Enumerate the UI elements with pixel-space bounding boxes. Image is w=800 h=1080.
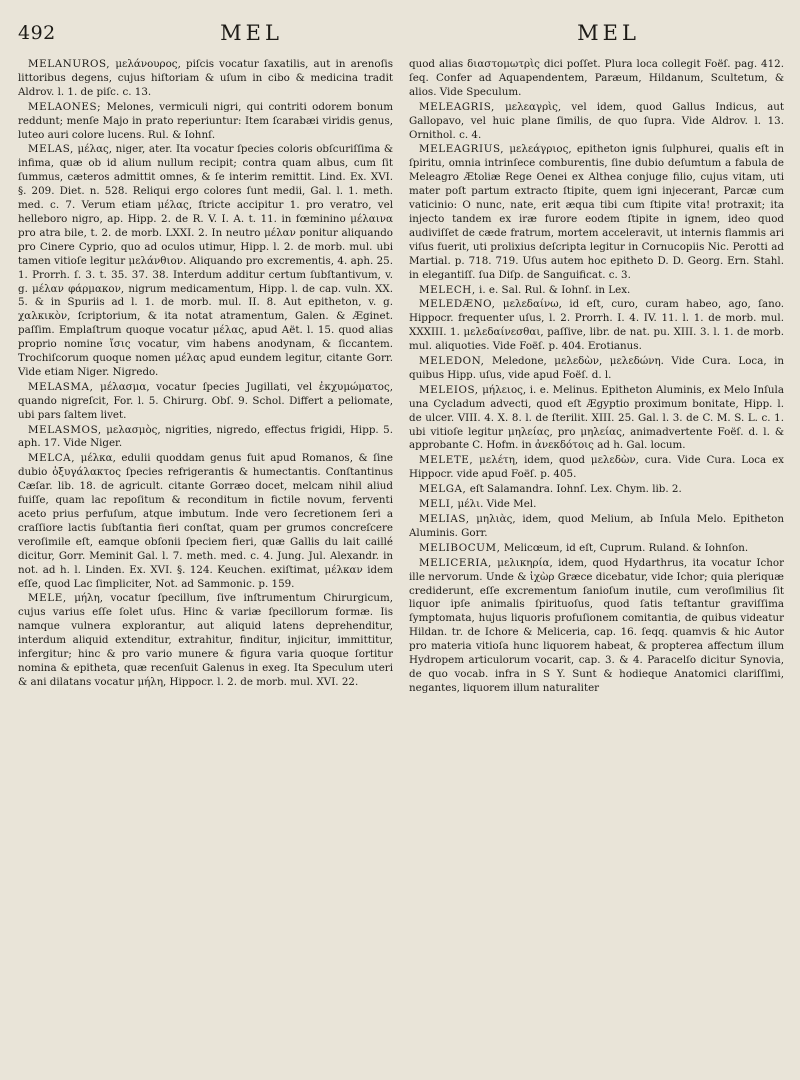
- entry-headword: MELASMOS,: [28, 423, 102, 436]
- dictionary-entry: [409, 284, 784, 298]
- entry-headword: MELAONES;: [28, 100, 102, 113]
- entry-headword: MELAS,: [28, 143, 74, 156]
- entry-text: μελασμὸς, nigrities, nigredo, effectus frigidi, Hipp. 5. aph. 17. Vide Niger.: [18, 423, 393, 450]
- entry-headword: MELEIOS,: [419, 383, 479, 396]
- dictionary-entry: [18, 58, 393, 100]
- dictionary-entry: [409, 542, 784, 556]
- entry-headword: MELIBOCUM,: [419, 541, 501, 554]
- entry-headword: MELE,: [28, 592, 67, 605]
- entry-text: μέλι. Vide Mel.: [457, 498, 537, 511]
- entry-headword: MELEDÆNO,: [419, 298, 496, 311]
- entry-text: quod alias διαστομωτρὶς dici poſſet. Plura loca collegit Foëſ. pag. 412. ſeq. Confer ad Aquapendentem, Paræum, Hildanum, Scultetum, & alios. Vide Speculum.: [409, 58, 784, 98]
- dictionary-entry: [409, 384, 784, 454]
- entry-text: Meledone, μελεδὼν, μελεδώνη. Vide Cura. Loca, in quibus Hipp. uſus, vide apud Foëſ. d. l.: [409, 355, 784, 381]
- dictionary-entry: [409, 298, 784, 354]
- entry-headword: MELCA,: [28, 452, 76, 465]
- left-column: [18, 58, 393, 1066]
- entry-text: Melones, vermiculi nigri, qui contriti odorem bonum reddunt; menſe Majo in prato reperiuntur: Item ſcarabæi viridis genus, luteo auri colore lucens. Rul. & Iohnſ.: [18, 100, 393, 141]
- entry-text: μήλειος, i. e. Melinus. Epitheton Aluminis, ex Melo Inſula una Cycladum advecti, quod eſt Ægyptio proximum bonitate, Hipp. l. de ulcer. VIII. 4. X. 8. l. de ſterilit. XIII. 25. Gal. l. 3. de C. M. S. L. c. 1. ubi vitioſe legitur μηλείας, pro μηλείας, animadvertente Foëſ. d. l. & approbante C. Hofm. in ἀνεκδότοις ad h. Gal. locum.: [409, 383, 784, 452]
- entry-headword: MELEAGRIUS,: [419, 143, 505, 156]
- entry-text: μελεάγριος, epitheton ignis ſulphurei, qualis eſt in ſpiritu, omnia intrinſece comburentis, ſine dubio deſumtum a fabula de Meleagro Ætoliæ Rege Oenei ex Althea conjuge filio, cujus vitam, uti mater poſt partum extracto ſtipite, quem igni injecerant, Parcæ cum vaticinio: O nunc, nate, erit æqua tibi cum ſtipite vita! protraxit; ita injecto tandem ex iræ furore eodem ſtipite in ignem, ideo quod audiviſſet de cæde fratrum, mortem acceleravit, ut internis flammis ari viſus fuerit, uti prolixius deſcripta legitur in Cornucopiis Nic. Perotti ad Martial. p. 718. 719. Uſus autem hoc epitheto D. D. Georg. Ern. Stahl. in elegantiſſ. ſua Diſp. de Sanguificat. c. 3.: [409, 143, 784, 281]
- entry-headword: MELANUROS,: [28, 58, 111, 70]
- entry-headword: MELETE,: [419, 454, 474, 467]
- entry-text: μελεδαίνω, id eſt, curo, curam habeo, ago, ſano. Hippocr. frequenter uſus, l. 2. Prorrh. I. 4. IV. 11. l. 1. de morb. mul. XXXIII. 1. μελεδαίνεσθαι, paſſive, libr. de nat. pu. XIII. 3. l. 1. de morb. mul. aliquoties. Vide Foëſ. p. 404. Erotianus.: [409, 298, 784, 353]
- dictionary-entry: [18, 424, 393, 452]
- dictionary-entry: [409, 498, 784, 512]
- entry-headword: MELECH,: [419, 283, 476, 296]
- entry-text: μήλη, vocatur ſpecillum, ſive inſtrumentum Chirurgicum, cujus varius eſſe ſolet uſus. Hinc & variæ ſpecillorum formæ. Iis namque vulnera explorantur, aut aliquid latens deprehenditur, interdum aliquid extenditur, extrahitur, finditur, injicitur, immittitur, infergitur; hinc & pro vario munere & figura varia quoque ſortitur nomina & epitheta, quæ recenſuit Galenus in exeg. Ita Speculum uteri & ani dilatans vocatur μήλη, Hippocr. l. 2. de morb. mul. XVI. 22.: [18, 592, 393, 688]
- dictionary-entry: [18, 143, 393, 379]
- entry-text: μελέτη, idem, quod μελεδὼν, cura. Vide Cura. Loca ex Hippocr. vide apud Foëſ. p. 405.: [409, 454, 784, 481]
- dictionary-entry: [409, 101, 784, 143]
- dictionary-entry: [409, 143, 784, 282]
- entry-text: μέλασμα, vocatur ſpecies Jugillati, vel ἐκχυμώματος, quando nigreſcit, For. l. 5. Chirurg. Obſ. 9. Schol. Differt a peliomate, ubi pars ſaltem livet.: [18, 380, 393, 421]
- dictionary-entry: [409, 355, 784, 383]
- entry-text: μελεαγρὶς, vel idem, quod Gallus Indicus, aut Gallopavo, vel huic plane ſimilis, de quo ſupra. Vide Aldrov. l. 13. Ornithol. c. 4.: [409, 100, 784, 141]
- entry-text: μέλκα, edulii quoddam genus fuit apud Romanos, & ſine dubio ὀξυγάλακτος ſpecies refrigerantis & humectantis. Conſtantinus Cæſar. lib. 18. de agricult. citante Gorræo docet, melcam nihil aliud fuiſſe, quam lac repoſitum & reconditum in fictile novum, ferventi aceto prius perfuſum, atque imbutum. Inde vero ſecretionem ſeri a craſſiore lactis ſubſtantia fieri conſtat, quam per grumos concreſcere veroſimile eſt, eamque obſonii ſpeciem fieri, quæ Gallis du lait caillé dicitur, Gorr. Meminit Gal. l. 7. meth. med. c. 4. Jung. Jul. Alexandr. in not. ad h. l. Linden. Ex. XVI. §. 124. Keuchen. exiſtimat, μέλκαν idem eſſe, quod Lac ſimpliciter, Not. ad Sammonic. p. 159.: [18, 452, 393, 590]
- dictionary-entry: [409, 483, 784, 497]
- text-columns: [18, 58, 784, 1066]
- entry-text: μελάνουρος, piſcis vocatur ſaxatilis, aut in arenoſis littoribus degens, cujus hiſtoriam & uſum in cibo & medicina tradit Aldrov. l. 1. de piſc. c. 13.: [18, 58, 393, 98]
- entry-headword: MELI,: [419, 498, 455, 511]
- dictionary-entry: [409, 513, 784, 541]
- dictionary-entry: [409, 58, 784, 100]
- entry-text: i. e. Sal. Rul. & Iohnſ. in Lex.: [479, 283, 631, 296]
- entry-headword: MELASMA,: [28, 380, 94, 393]
- entry-headword: MELICERIA,: [419, 556, 492, 569]
- dictionary-entry: [18, 452, 393, 591]
- entry-headword: MELEDON,: [419, 355, 485, 368]
- entry-headword: MELGA,: [419, 483, 467, 496]
- running-head-right: MEL: [577, 21, 640, 45]
- entry-text: eſt Salamandra. Iohnſ. Lex. Chym. lib. 2.: [469, 483, 682, 496]
- dictionary-entry: [18, 101, 393, 143]
- entry-text: μέλας, niger, ater. Ita vocatur ſpecies coloris obſcuriſſima & infima, quæ ob id alium nullum recipit; contra quam albus, cum ſit ſummus, cæteros admittit omnes, & ſe interim remittit. Lind. Ex. XVI. §. 209. Diet. n. 528. Reliqui ergo colores ſunt medii, Gal. l. 1. meth. med. c. 7. Verum etiam μέλας, ſtricte accipitur 1. pro veratro, vel helleboro nigro, ap. Hipp. 2. de R. V. I. A. t. 11. in fœminino μέλαινα pro atra bile, t. 2. de morb. LXXI. 2. In neutro μέλαν ponitur aliquando pro Cinere Cyprio, quo ad oculos utimur, Hipp. l. 2. de morb. mul. ubi tamen vitioſe legitur μελάνθιον. Aliquando pro excrementis, 4. aph. 25. 1. Prorrh. ſ. 3. t. 35. 37. 38. Interdum additur certum ſubſtantivum, v. g. μέλαν φάρμακον, nigrum medicamentum, Hipp. l. de cap. vuln. XX. 5. & in Spuriis ad l. 1. de morb. mul. II. 8. Aut epitheton, v. g. χαλκικὸν, ſcriptorium, & ita notat atramentum, Galen. & Æginet. paſſim. Emplaſtrum quoque vocatur μέλας, apud Aët. l. 15. quod alias proprio nomine ἴσις vocatur, vim habens anodynam, & ſiccantem. Trochiſcorum quoque nomen μέλας apud eundem legitur, citante Gorr. Vide etiam Niger. Nigredo.: [18, 143, 393, 378]
- entry-text: μηλιὰς, idem, quod Melium, ab Inſula Melo. Epitheton Aluminis. Gorr.: [409, 513, 784, 539]
- dictionary-entry: [409, 454, 784, 482]
- entry-text: μελικηρία, idem, quod Hydarthrus, ita vocatur Ichor ille nervorum. Unde & ἰχὼρ Græce dicebatur, vide Ichor; quia pleriquæ crediderunt, eſſe excrementum ſanioſum inutile, cum veroſimilius ſit liquor ipſe animalis ſpirituoſus, quod ſatis teſtantur graviſſima ſymptomata, hujus liquoris profuſionem comitantia, de quibus videatur Hildan. tr. de Ichore & Meliceria, cap. 16. ſeqq. quamvis & hic Autor pro materia vitioſa hunc liquorem habeat, & propterea affectum illum Hydropem articulorum vocarit, cap. 3. & 4. Paracelſo dicitur Synovia, de quo vocab. infra in S Y. Sunt & hodieque Anatomici clariſſimi, negantes, liquorem illum naturaliter: [409, 556, 784, 694]
- entry-headword: MELIAS,: [419, 513, 470, 525]
- entry-headword: MELEAGRIS,: [419, 100, 495, 113]
- dictionary-entry: [409, 557, 784, 696]
- entry-text: Melicœum, id eſt, Cuprum. Ruland. & Iohnſon.: [503, 541, 749, 554]
- page-header: [18, 16, 782, 50]
- page-number: 492: [18, 22, 56, 44]
- dictionary-entry: [18, 592, 393, 689]
- running-head-left: MEL: [220, 21, 283, 45]
- right-column: [409, 58, 784, 1066]
- dictionary-entry: [18, 381, 393, 423]
